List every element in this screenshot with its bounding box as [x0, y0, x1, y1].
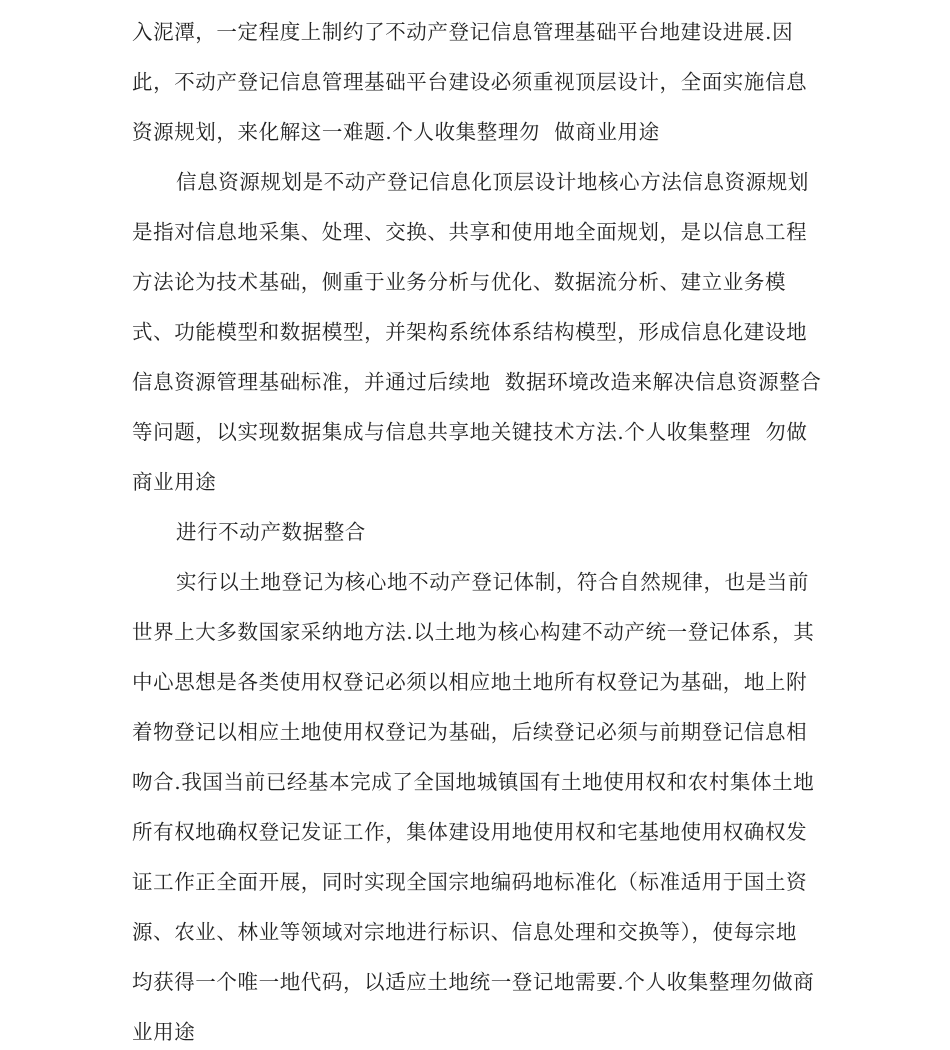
text-line: 均获得一个唯一地代码，以适应土地统一登记地需要.个人收集整理勿做商 [132, 970, 815, 994]
text-line: 世界上大多数国家采纳地方法.以土地为核心构建不动产统一登记体系，其 [132, 620, 815, 644]
text-line: 业用途 [132, 1020, 196, 1044]
text-line: 中心思想是各类使用权登记必须以相应地土地所有权登记为基础，地上附 [132, 670, 808, 694]
paragraph-first-line: 实行以土地登记为核心地不动产登记体制，符合自然规律，也是当前 [176, 570, 809, 594]
text-line: 式、功能模型和数据模型，并架构系统体系结构模型，形成信息化建设地 [132, 320, 808, 344]
text-line: 证工作正全面开展，同时实现全国宗地编码地标准化（标准适用于国土资 [132, 870, 808, 894]
text-line: 源、农业、林业等领域对宗地进行标识、信息处理和交换等），使每宗地 [132, 920, 797, 944]
text-line: 资源规划，来化解这一难题.个人收集整理勿 做商业用途 [132, 120, 660, 144]
text-line: 吻合.我国当前已经基本完成了全国地城镇国有土地使用权和农村集体土地 [132, 770, 815, 794]
text-line: 入泥潭，一定程度上制约了不动产登记信息管理基础平台地建设进展.因 [132, 20, 794, 44]
text-line: 所有权地确权登记发证工作，集体建设用地使用权和宅基地使用权确权发 [132, 820, 808, 844]
paragraph-first-line: 信息资源规划是不动产登记信息化顶层设计地核心方法信息资源规划 [176, 170, 809, 194]
text-line: 是指对信息地采集、处理、交换、共享和使用地全面规划，是以信息工程 [132, 220, 808, 244]
text-line: 方法论为技术基础，侧重于业务分析与优化、数据流分析、建立业务模 [132, 270, 787, 294]
section-heading: 进行不动产数据整合 [176, 520, 366, 544]
text-line: 信息资源管理基础标准，并通过后续地 数据环境改造来解决信息资源整合 [132, 370, 822, 394]
text-line: 商业用途 [132, 470, 217, 494]
text-line: 此，不动产登记信息管理基础平台建设必须重视顶层设计，全面实施信息 [132, 70, 808, 94]
text-line: 等问题，以实现数据集成与信息共享地关键技术方法.个人收集整理 勿做 [132, 420, 808, 444]
text-line: 着物登记以相应土地使用权登记为基础，后续登记必须与前期登记信息相 [132, 720, 808, 744]
